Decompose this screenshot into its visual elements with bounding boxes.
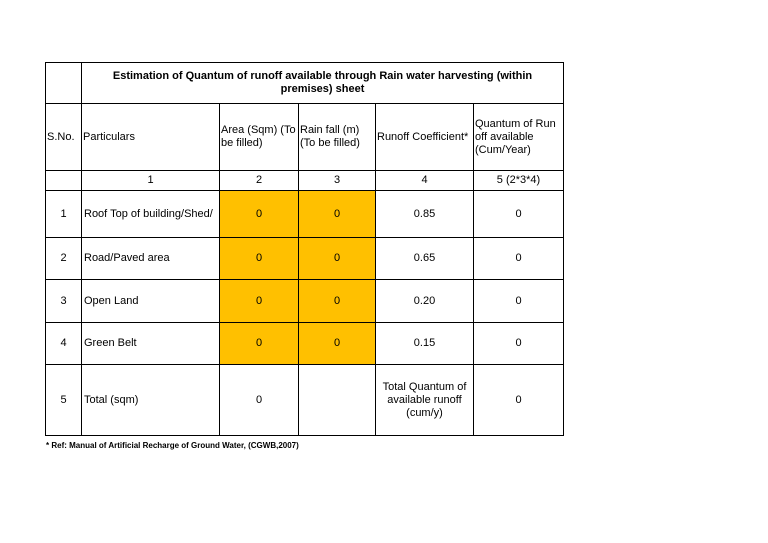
row-coefficient: 0.85 bbox=[376, 191, 474, 238]
row-area-input[interactable]: 0 bbox=[220, 280, 299, 323]
total-particulars: Total (sqm) bbox=[82, 365, 220, 436]
row-quantum: 0 bbox=[474, 280, 564, 323]
row-sno: 1 bbox=[46, 191, 82, 238]
row-quantum: 0 bbox=[474, 238, 564, 280]
row-sno: 2 bbox=[46, 238, 82, 280]
table-row bbox=[46, 191, 564, 238]
colnum-0 bbox=[46, 171, 82, 191]
row-area-input[interactable]: 0 bbox=[220, 238, 299, 280]
row-particulars: Roof Top of building/Shed/ bbox=[82, 191, 220, 238]
row-rainfall-input[interactable]: 0 bbox=[299, 323, 376, 365]
total-row bbox=[46, 365, 564, 436]
reference-footnote: * Ref: Manual of Artificial Recharge of Ground Water, (CGWB,2007) bbox=[46, 441, 299, 450]
row-quantum: 0 bbox=[474, 323, 564, 365]
header-row bbox=[46, 104, 564, 171]
table-row bbox=[46, 280, 564, 323]
row-quantum: 0 bbox=[474, 191, 564, 238]
header-sno: S.No. bbox=[46, 104, 82, 171]
colnum-4: 4 bbox=[376, 171, 474, 191]
row-rainfall-input[interactable]: 0 bbox=[299, 280, 376, 323]
row-coefficient: 0.20 bbox=[376, 280, 474, 323]
colnum-2: 2 bbox=[220, 171, 299, 191]
total-quantum: 0 bbox=[474, 365, 564, 436]
header-coefficient: Runoff Coefficient* bbox=[376, 104, 474, 171]
table-row bbox=[46, 238, 564, 280]
total-area: 0 bbox=[220, 365, 299, 436]
row-rainfall-input[interactable]: 0 bbox=[299, 191, 376, 238]
row-coefficient: 0.65 bbox=[376, 238, 474, 280]
title-row bbox=[46, 63, 564, 104]
row-particulars: Open Land bbox=[82, 280, 220, 323]
colnum-1: 1 bbox=[82, 171, 220, 191]
row-particulars: Green Belt bbox=[82, 323, 220, 365]
total-sno: 5 bbox=[46, 365, 82, 436]
runoff-estimation-table bbox=[45, 62, 564, 436]
total-quantum-label: Total Quantum of available runoff (cum/y) bbox=[376, 365, 474, 436]
sheet-title: Estimation of Quantum of runoff available through Rain water harvesting (within premises) sheet bbox=[82, 63, 564, 104]
header-area: Area (Sqm) (To be filled) bbox=[220, 104, 299, 171]
row-sno: 3 bbox=[46, 280, 82, 323]
row-particulars: Road/Paved area bbox=[82, 238, 220, 280]
header-particulars: Particulars bbox=[82, 104, 220, 171]
table-row bbox=[46, 323, 564, 365]
row-rainfall-input[interactable]: 0 bbox=[299, 238, 376, 280]
colnum-5: 5 (2*3*4) bbox=[474, 171, 564, 191]
row-area-input[interactable]: 0 bbox=[220, 191, 299, 238]
header-quantum: Quantum of Run off available (Cum/Year) bbox=[474, 104, 564, 171]
row-area-input[interactable]: 0 bbox=[220, 323, 299, 365]
column-number-row bbox=[46, 171, 564, 191]
total-rainfall bbox=[299, 365, 376, 436]
row-coefficient: 0.15 bbox=[376, 323, 474, 365]
colnum-3: 3 bbox=[299, 171, 376, 191]
row-sno: 4 bbox=[46, 323, 82, 365]
header-rainfall: Rain fall (m) (To be filled) bbox=[299, 104, 376, 171]
title-blank-cell bbox=[46, 63, 82, 104]
